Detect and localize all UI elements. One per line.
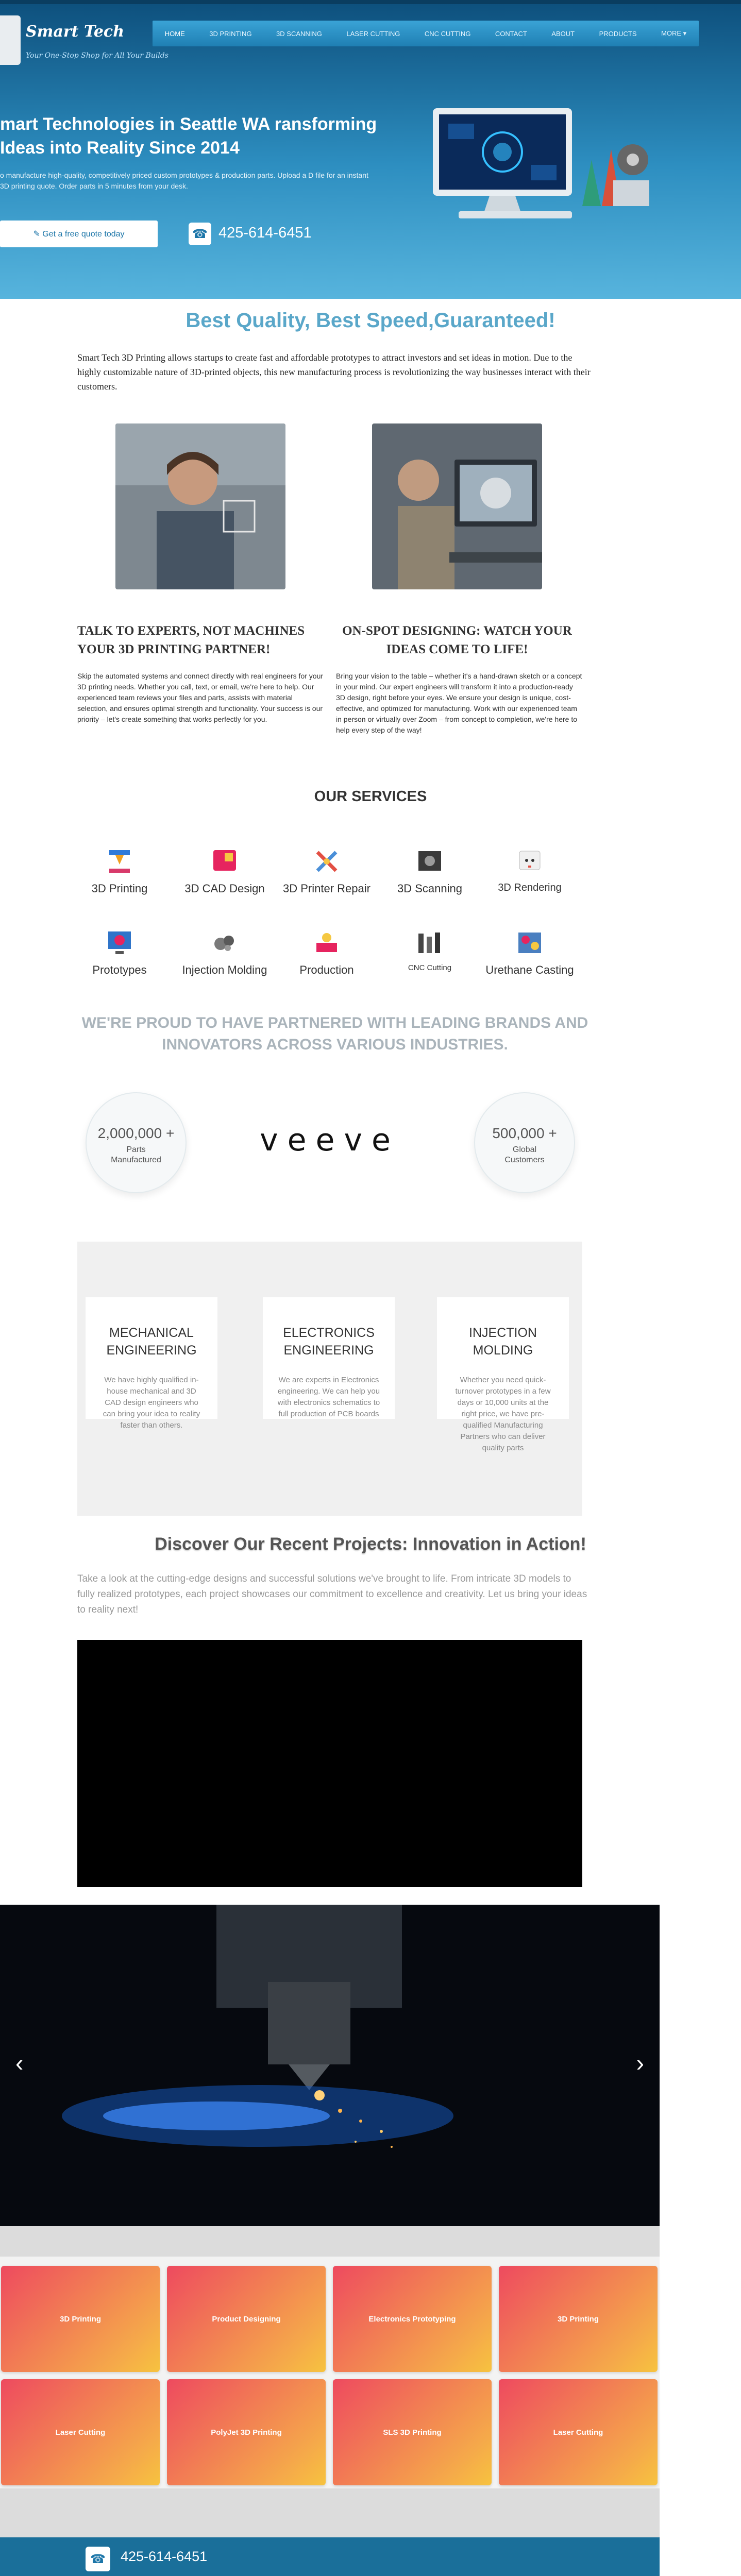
hero-paragraph: o manufacture high-quality, competitively priced custom prototypes & production parts. Upload a D file for an instant 3D printing quote. Order parts in 5 minutes from your desk. (0, 171, 368, 190)
injection-molding-card (437, 1297, 569, 1452)
nav-item-3d-scanning[interactable]: 3D SCANNING (276, 29, 322, 38)
service-label: Injection Molding (182, 963, 267, 976)
intro-paragraph: Smart Tech 3D Printing allows startups to create fast and affordable prototypes to attract investors and set ideas in motion. Due to the highly customizable nature of 3D-printed objects, this new manufacturing process is revolutionizing the way businesses interact with their customers. (77, 352, 591, 392)
mechanical-engineering-card (86, 1297, 217, 1430)
service-3d-scanning[interactable] (378, 846, 481, 895)
repair-tools-icon (311, 846, 342, 877)
service-cnc-cutting[interactable] (378, 927, 481, 972)
main-nav (153, 21, 699, 46)
experts-heading: TALK TO EXPERTS, NOT MACHINES YOUR 3D PRINTING PARTNER! (77, 624, 305, 656)
parts-manufactured-stat (86, 1092, 187, 1193)
hero-heading: mart Technologies in Seattle WA ransforming Ideas into Reality Since 2014 (0, 114, 377, 158)
laser-cutting-image (0, 1905, 660, 2226)
stat-value: 500,000 + (492, 1125, 557, 1141)
tile-product-designing[interactable]: Product Designing (167, 2266, 326, 2372)
global-customers-stat (474, 1092, 575, 1193)
partner-logo-veeve: veeve (260, 1122, 400, 1158)
slider-prev-arrow[interactable]: ‹ (15, 2049, 24, 2076)
partners-heading: WE'RE PROUD TO HAVE PARTNERED WITH LEADING BRANDS AND INNOVATORS ACROSS VARIOUS INDUSTRIES. (81, 1014, 588, 1053)
tiles-top-band (0, 2226, 660, 2257)
tile-polyjet-printing[interactable]: PolyJet 3D Printing (167, 2379, 326, 2485)
tile-sls-printing[interactable]: SLS 3D Printing (333, 2379, 492, 2485)
tile-laser-cutting[interactable]: Laser Cutting (1, 2379, 160, 2485)
service-printer-repair[interactable] (275, 846, 378, 895)
prototype-icon (104, 927, 135, 958)
injection-molding-icon (209, 927, 240, 958)
slider-next-arrow[interactable]: › (636, 2049, 644, 2076)
service-urethane-casting[interactable] (478, 927, 581, 977)
stat-label: Global (512, 1145, 537, 1154)
expert-photo (115, 423, 285, 589)
phone-icon: ☎ (189, 223, 211, 245)
service-cad-design[interactable] (173, 846, 276, 895)
stat-label: Parts (126, 1145, 146, 1154)
urethane-casting-icon (514, 927, 545, 958)
video-player[interactable] (77, 1640, 582, 1887)
production-icon (311, 927, 342, 958)
footer-phone-number[interactable]: 425-614-6451 (121, 2549, 208, 2564)
card-text: We are experts in Electronics engineering. We can help you with electronics schematics to full production of PCB boards (277, 1376, 380, 1418)
rendering-icon (514, 846, 545, 877)
3d-printer-icon (104, 846, 135, 877)
service-3d-printing[interactable] (68, 846, 171, 895)
logo-mark[interactable] (0, 15, 21, 65)
tile-electronics-prototyping[interactable]: Electronics Prototyping (333, 2266, 492, 2372)
on-spot-text: Bring your vision to the table – whether it's a hand-drawn sketch or a concept in your mind. Our expert engineers will transform it into a production-ready 3D design, right before your eyes. We ensure your design is unique, cost-effective, and optimized for manufacturing. Work with our experienced team in person or virtually over Zoom – from concept to completion, we're here to help every step of the way! (336, 672, 582, 734)
hero-section (0, 0, 741, 299)
service-prototypes[interactable] (68, 927, 171, 977)
tile-3d-printing-2[interactable]: 3D Printing (499, 2266, 658, 2372)
project-slider (0, 1905, 660, 2226)
hero-monitor-illustration (428, 98, 654, 237)
on-spot-heading: ON-SPOT DESIGNING: WATCH YOUR IDEAS COME TO LIFE! (342, 624, 572, 656)
service-label: CNC Cutting (408, 963, 452, 972)
service-3d-rendering[interactable] (478, 846, 581, 894)
nav-item-more[interactable]: MORE ▾ (661, 29, 687, 37)
nav-item-products[interactable]: PRODUCTS (599, 29, 637, 38)
nav-item-laser-cutting[interactable]: LASER CUTTING (346, 29, 400, 38)
card-title: ELECTRONICS ENGINEERING (283, 1326, 375, 1358)
nav-item-contact[interactable]: CONTACT (495, 29, 527, 38)
tagline: Your One-Stop Shop for All Your Builds (26, 52, 169, 60)
phone-icon: ☎ (86, 2547, 110, 2571)
scanning-icon (414, 846, 445, 877)
service-label: 3D Scanning (397, 882, 462, 895)
service-label: Prototypes (92, 963, 147, 976)
logo-text[interactable]: Smart Tech (26, 23, 125, 41)
top-strip (0, 0, 741, 4)
service-production[interactable] (275, 927, 378, 977)
card-title: MECHANICAL ENGINEERING (106, 1326, 197, 1358)
service-label: 3D CAD Design (184, 882, 265, 895)
best-quality-heading: Best Quality, Best Speed,Guaranteed! (186, 309, 555, 332)
service-injection-molding[interactable] (173, 927, 276, 977)
stat-label: Customers (504, 1156, 545, 1164)
service-label: 3D Rendering (498, 882, 562, 893)
electronics-engineering-card (263, 1297, 395, 1419)
service-label: Production (299, 963, 354, 976)
cad-design-icon (209, 846, 240, 877)
stat-value: 2,000,000 + (97, 1125, 175, 1141)
nav-item-3d-printing[interactable]: 3D PRINTING (209, 29, 252, 38)
nav-item-cnc-cutting[interactable]: CNC CUTTING (424, 29, 471, 38)
service-label: Urethane Casting (485, 963, 574, 976)
card-text: Whether you need quick-turnover prototypes in a few days or 10,000 units at the right price, we have pre-qualified Manufacturing Partners who can deliver quality parts (455, 1376, 551, 1452)
stat-label: Manufactured (111, 1156, 161, 1164)
cnc-icon (414, 927, 445, 958)
card-text: We have highly qualified in-house mechanical and 3D CAD design engineers who can bring your idea to reality faster than others. (103, 1376, 200, 1430)
service-label: 3D Printer Repair (283, 882, 370, 895)
projects-heading: Discover Our Recent Projects: Innovation in Action! (155, 1534, 586, 1554)
hero-phone-number[interactable]: 425-614-6451 (218, 225, 312, 241)
design-photo (372, 423, 542, 589)
card-title: INJECTION MOLDING (469, 1326, 537, 1358)
tile-laser-cutting-2[interactable]: Laser Cutting (499, 2379, 658, 2485)
footer-contact-bar (0, 2537, 660, 2576)
get-quote-button[interactable]: ✎ Get a free quote today (0, 221, 158, 247)
tiles-bottom-band (0, 2488, 660, 2537)
tile-3d-printing[interactable]: 3D Printing (1, 2266, 160, 2372)
projects-text: Take a look at the cutting-edge designs and successful solutions we've brought to life. From intricate 3D models to fully realized prototypes, each project showcases our commitment to excellence and creativity. Let us bring your ideas to reality next! (77, 1573, 587, 1615)
nav-item-home[interactable]: HOME (164, 29, 185, 38)
nav-item-about[interactable]: ABOUT (551, 29, 575, 38)
experts-text: Skip the automated systems and connect directly with real engineers for your 3D printing needs. Whether you call, text, or email, we're here to help. Our experienced team reviews your files and parts, assists with material selection, and ensures optimal strength and functionality. Your success is our priority – let's create something that works perfectly for you. (77, 672, 324, 723)
service-label: 3D Printing (91, 882, 148, 895)
services-heading: OUR SERVICES (314, 788, 427, 805)
